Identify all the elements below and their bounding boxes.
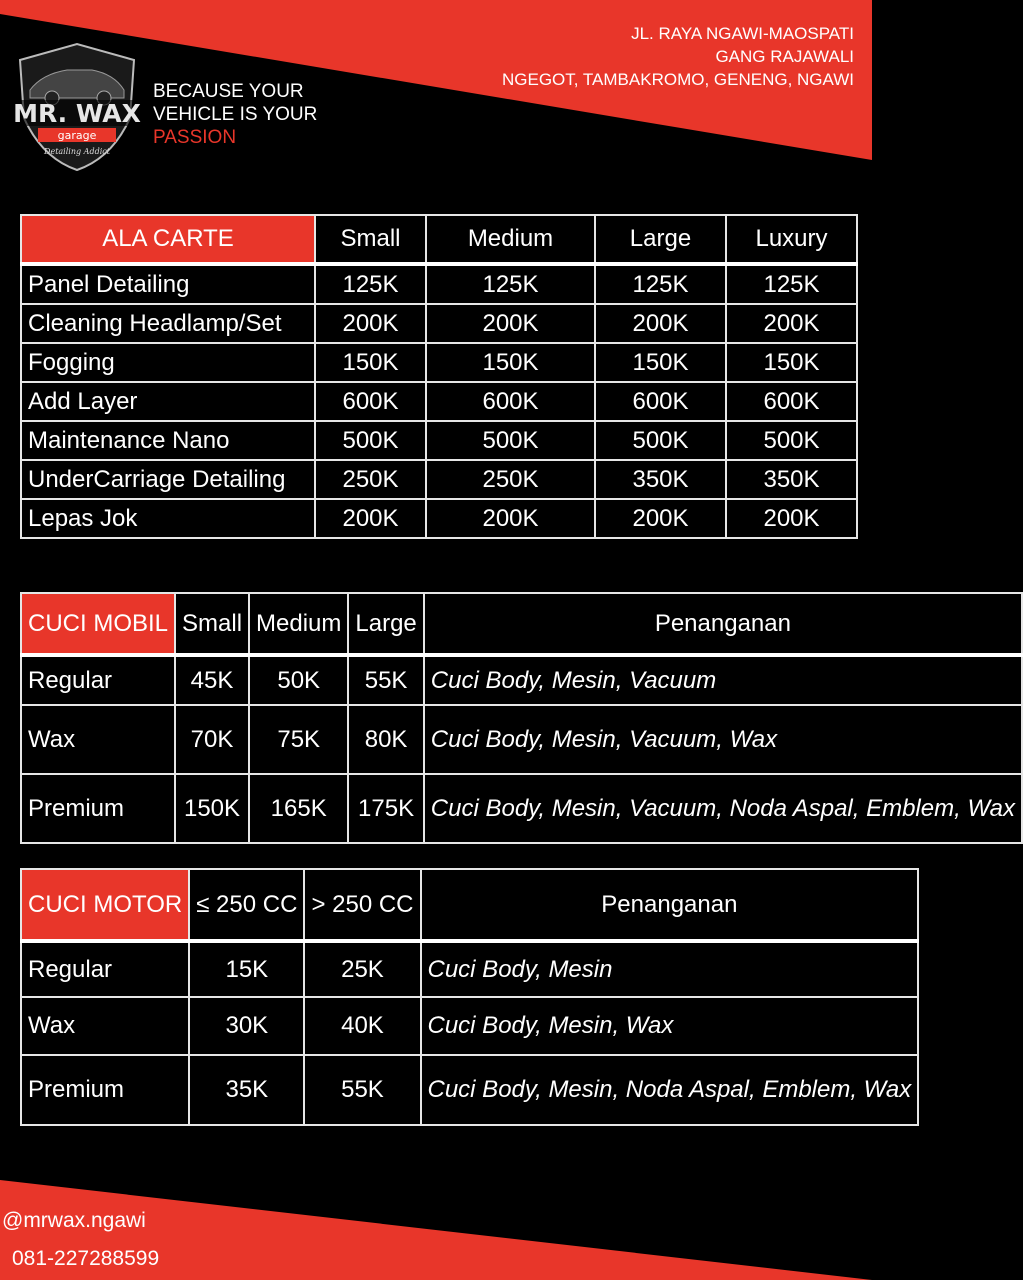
price-cell: 125K <box>726 264 857 304</box>
header-small: Small <box>315 215 426 264</box>
service-name: Premium <box>21 1055 189 1125</box>
header-penanganan: Penanganan <box>424 593 1022 655</box>
price-cell: 55K <box>304 1055 420 1125</box>
table-row <box>21 382 857 421</box>
header-small: Small <box>175 593 249 655</box>
service-name: Fogging <box>21 343 315 382</box>
treatment-description: Cuci Body, Mesin <box>421 941 919 997</box>
price-cell: 75K <box>249 705 348 774</box>
header-ala-carte: ALA CARTE <box>21 215 315 264</box>
header-under-250cc: ≤ 250 CC <box>189 869 304 941</box>
price-cell: 200K <box>726 304 857 343</box>
header-penanganan: Penanganan <box>421 869 919 941</box>
price-cell: 125K <box>315 264 426 304</box>
table-row <box>21 774 1022 843</box>
service-name: Panel Detailing <box>21 264 315 304</box>
logo-shield-icon <box>12 40 142 174</box>
service-name: Wax <box>21 705 175 774</box>
table-row <box>21 343 857 382</box>
header-over-250cc: > 250 CC <box>304 869 420 941</box>
price-cell: 55K <box>348 655 423 705</box>
header-large: Large <box>595 215 726 264</box>
table-row <box>21 264 857 304</box>
treatment-description: Cuci Body, Mesin, Wax <box>421 997 919 1055</box>
table-row <box>21 1055 918 1125</box>
table-header-row <box>21 869 918 941</box>
treatment-description: Cuci Body, Mesin, Vacuum, Wax <box>424 705 1022 774</box>
price-cell: 15K <box>189 941 304 997</box>
price-cell: 35K <box>189 1055 304 1125</box>
price-cell: 500K <box>595 421 726 460</box>
service-name: Premium <box>21 774 175 843</box>
price-cell: 250K <box>315 460 426 499</box>
price-cell: 30K <box>189 997 304 1055</box>
tagline-line-2: VEHICLE IS YOUR <box>153 104 318 125</box>
table-row <box>21 421 857 460</box>
table-row <box>21 705 1022 774</box>
price-cell: 50K <box>249 655 348 705</box>
header-cuci-motor: CUCI MOTOR <box>21 869 189 941</box>
price-cell: 200K <box>726 499 857 538</box>
price-cell: 600K <box>595 382 726 421</box>
price-cell: 150K <box>595 343 726 382</box>
price-cell: 350K <box>726 460 857 499</box>
tagline <box>153 80 317 149</box>
price-cell: 150K <box>726 343 857 382</box>
price-cell: 250K <box>426 460 595 499</box>
price-cell: 500K <box>315 421 426 460</box>
price-cell: 40K <box>304 997 420 1055</box>
price-cell: 600K <box>726 382 857 421</box>
service-name: Lepas Jok <box>21 499 315 538</box>
price-cell: 200K <box>595 304 726 343</box>
address-line-1: JL. RAYA NGAWI-MAOSPATI <box>631 24 854 43</box>
svg-text:MR. WAX: MR. WAX <box>13 99 141 128</box>
service-name: Regular <box>21 655 175 705</box>
table-header-row <box>21 215 857 264</box>
mr-wax-logo <box>12 40 142 174</box>
table-row <box>21 941 918 997</box>
service-name: UnderCarriage Detailing <box>21 460 315 499</box>
price-cell: 200K <box>595 499 726 538</box>
header-medium: Medium <box>426 215 595 264</box>
table-row <box>21 655 1022 705</box>
service-name: Regular <box>21 941 189 997</box>
price-cell: 150K <box>426 343 595 382</box>
price-cell: 150K <box>315 343 426 382</box>
address-line-3: NGEGOT, TAMBAKROMO, GENENG, NGAWI <box>502 70 854 89</box>
price-cell: 500K <box>426 421 595 460</box>
address-line-2: GANG RAJAWALI <box>715 47 854 66</box>
tagline-line-1: BECAUSE YOUR <box>153 81 304 102</box>
address-block <box>502 22 854 91</box>
price-cell: 25K <box>304 941 420 997</box>
price-cell: 200K <box>315 304 426 343</box>
price-cell: 350K <box>595 460 726 499</box>
treatment-description: Cuci Body, Mesin, Vacuum, Noda Aspal, Emblem, Wax <box>424 774 1022 843</box>
price-cell: 200K <box>426 499 595 538</box>
price-cell: 175K <box>348 774 423 843</box>
price-cell: 600K <box>426 382 595 421</box>
service-name: Wax <box>21 997 189 1055</box>
price-cell: 600K <box>315 382 426 421</box>
cuci-motor-table <box>20 868 919 1126</box>
price-cell: 45K <box>175 655 249 705</box>
service-name: Cleaning Headlamp/Set <box>21 304 315 343</box>
price-cell: 200K <box>315 499 426 538</box>
table-row <box>21 997 918 1055</box>
table-row <box>21 499 857 538</box>
table-row <box>21 460 857 499</box>
svg-text:Detailing Addict: Detailing Addict <box>44 147 110 156</box>
price-cell: 150K <box>175 774 249 843</box>
service-name: Maintenance Nano <box>21 421 315 460</box>
price-cell: 200K <box>426 304 595 343</box>
price-cell: 125K <box>595 264 726 304</box>
ala-carte-table <box>20 214 858 539</box>
price-cell: 80K <box>348 705 423 774</box>
header-medium: Medium <box>249 593 348 655</box>
cuci-mobil-table <box>20 592 1023 844</box>
phone-number[interactable]: 081-227288599 <box>12 1247 160 1270</box>
header-luxury: Luxury <box>726 215 857 264</box>
header-large: Large <box>348 593 423 655</box>
table-row <box>21 304 857 343</box>
service-name: Add Layer <box>21 382 315 421</box>
header-cuci-mobil: CUCI MOBIL <box>21 593 175 655</box>
price-cell: 500K <box>726 421 857 460</box>
price-cell: 165K <box>249 774 348 843</box>
price-cell: 70K <box>175 705 249 774</box>
price-cell: 125K <box>426 264 595 304</box>
svg-text:garage: garage <box>57 129 97 142</box>
instagram-handle[interactable]: @mrwax.ngawi <box>2 1209 146 1232</box>
treatment-description: Cuci Body, Mesin, Noda Aspal, Emblem, Wax <box>421 1055 919 1125</box>
tagline-line-3: PASSION <box>153 127 237 148</box>
treatment-description: Cuci Body, Mesin, Vacuum <box>424 655 1022 705</box>
table-header-row <box>21 593 1022 655</box>
